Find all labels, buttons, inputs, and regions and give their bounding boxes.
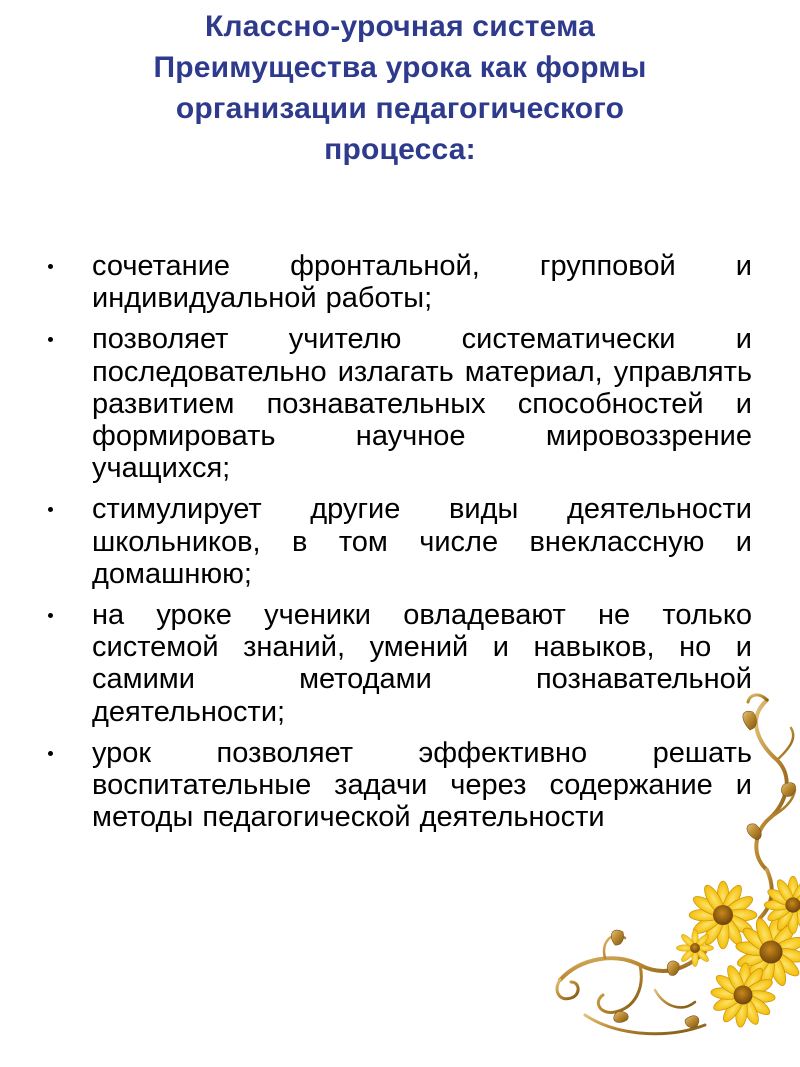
list-item-text: сочетание фронтальной, групповой и индивидуальной работы; [92,250,752,315]
title-line-1: Классно-урочная система [205,10,595,43]
title-line-4: процесса: [324,133,476,166]
list-item-text: позволяет учителю систематически и последовательно излагать материал, управлять развитием познавательных способностей и формировать научное мировоззрение учащихся; [92,323,752,485]
bullet-dot-icon [48,613,53,618]
title-line-3: организации педагогического [175,92,625,125]
bullet-dot-icon [48,337,53,342]
list-item-text: на уроке ученики овладевают не только системой знаний, умений и навыков, но и самими методами познавательной деятельности; [92,599,752,728]
bullet-dot-icon [48,264,53,269]
list-item [40,493,752,590]
list-item-text: стимулирует другие виды деятельности школьников, в том числе внеклассную и домашнюю; [92,493,752,590]
list-item [40,323,752,484]
slide-title [30,6,770,170]
list-item [40,250,752,314]
bullet-dot-icon [48,507,53,512]
title-line-2: Преимущества урока как формы [153,51,647,84]
flower-vine-decoration [545,690,800,1067]
bullet-dot-icon [48,751,53,756]
list-item-text: урок позволяет эффективно решать воспитательные задачи через содержание и методы педагогической деятельности [92,736,752,834]
